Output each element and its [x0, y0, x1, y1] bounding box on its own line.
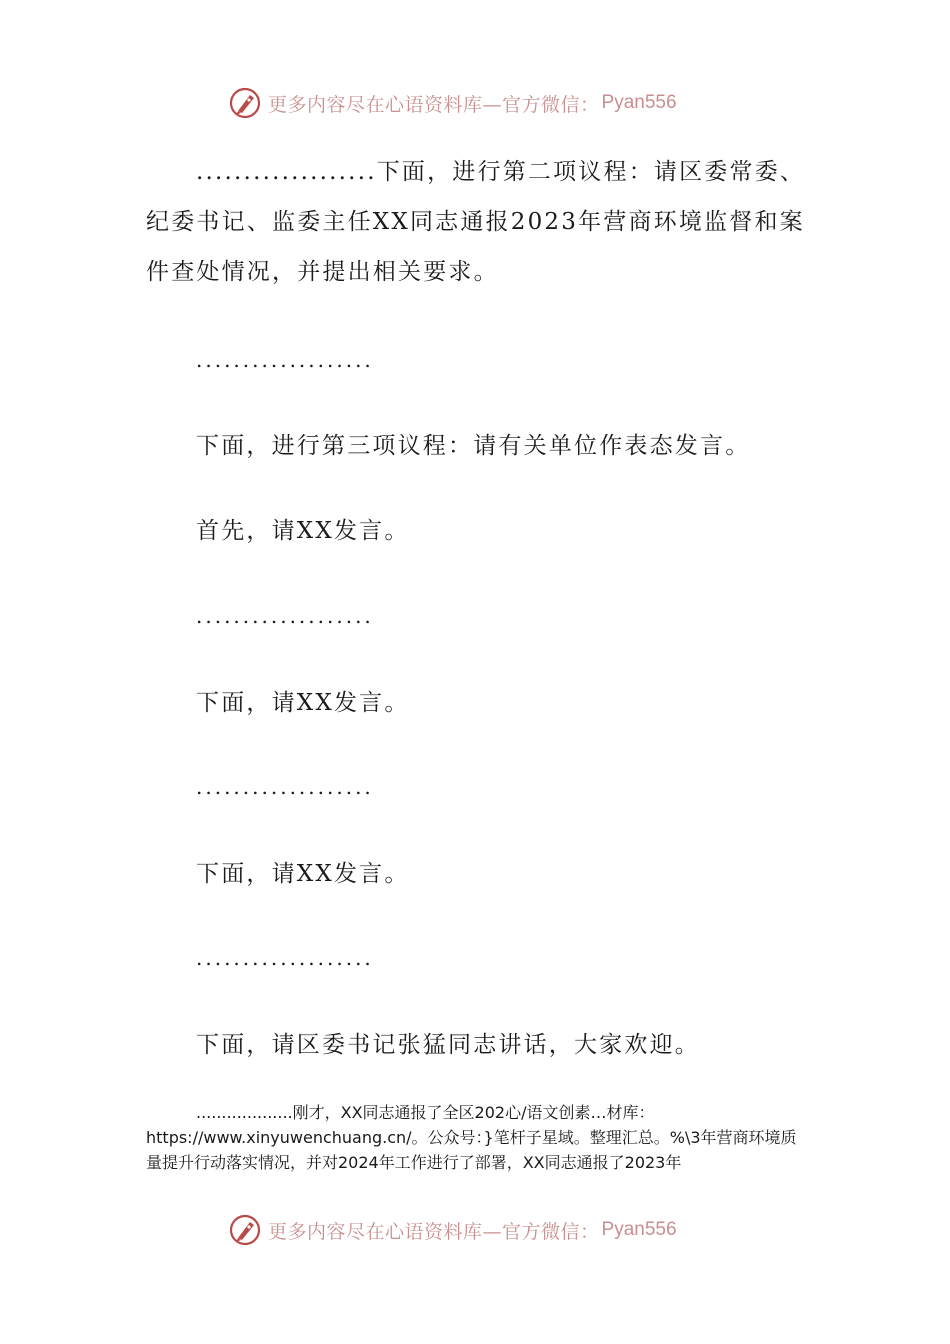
paragraph-first-speaker: 首先，请XX发言。 [196, 518, 410, 544]
header-banner [228, 83, 748, 123]
banner-text: 更多内容尽在心语资料库—官方微信： [268, 93, 600, 116]
ellipsis-line: ................... [196, 946, 374, 970]
paragraph-third-agenda: 下面，进行第三项议程：请有关单位作表态发言。 [196, 433, 751, 459]
paragraph-next-speaker: 下面，请XX发言。 [196, 690, 410, 716]
pen-nib-logo-icon [228, 1213, 262, 1247]
banner-wechat-id: Pyan556 [601, 1219, 677, 1240]
banner-wechat-id: Pyan556 [601, 92, 677, 113]
footer-banner [228, 1210, 748, 1250]
paragraph-summary: ...................刚才，XX同志通报了全区202心/语文创素…材库：https://www.xinyuwenchuang.cn/。公众号：}笔杆子星域。整理汇总。%\3年营商环境质量提升行动落实情况，并对2024年工作进行了部署，XX同志通报了2023年 [146, 1103, 797, 1172]
ellipsis-line: ................... [196, 348, 374, 372]
paragraph-next-speaker: 下面，请XX发言。 [196, 861, 410, 887]
banner-text: 更多内容尽在心语资料库—官方微信： [268, 1220, 600, 1243]
pen-nib-logo-icon [228, 86, 262, 120]
ellipsis-line: ................... [196, 604, 374, 628]
paragraph-second-agenda: ...................下面，进行第二项议程：请区委常委、纪委书记、监委主任XX同志通报2023年营商环境监督和案件查处情况，并提出相关要求。 [146, 159, 806, 285]
paragraph-secretary-speech: 下面，请区委书记张猛同志讲话，大家欢迎。 [196, 1032, 700, 1058]
ellipsis-line: ................... [196, 775, 374, 799]
